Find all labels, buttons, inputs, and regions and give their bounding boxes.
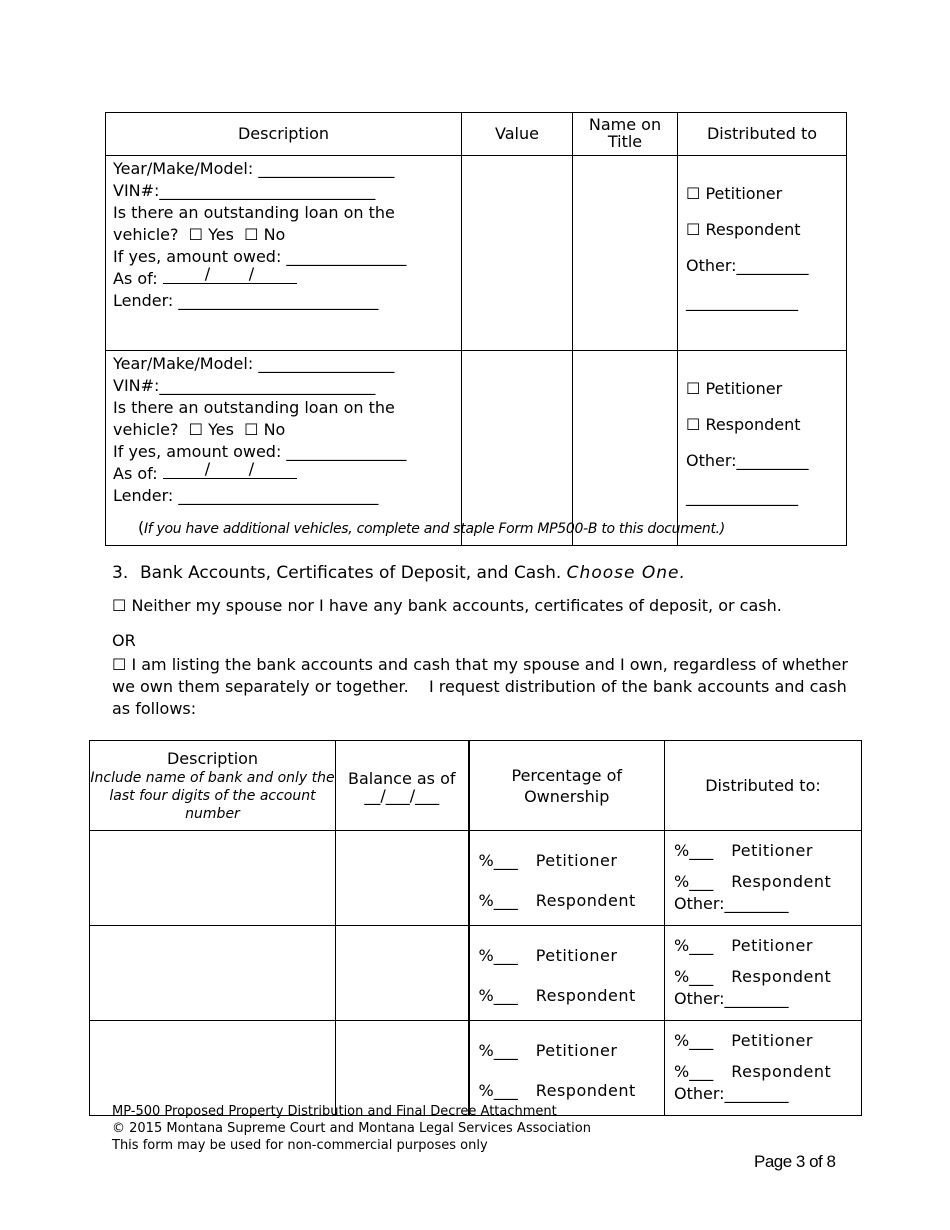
dist-other-field[interactable]: Other:________ xyxy=(674,989,789,1008)
loan-question: Is there an outstanding loan on the xyxy=(113,203,395,222)
bank-header-description: Description Include name of bank and only the last four digits of the account number xyxy=(90,741,336,831)
header-name-on-title: Name on Title xyxy=(573,113,678,156)
yes-checkbox-icon[interactable]: ☐ xyxy=(183,420,204,439)
vehicle-row xyxy=(106,156,847,351)
bank-percentage-cell xyxy=(469,831,665,926)
bank-distributed-cell xyxy=(665,926,862,1021)
other-line[interactable]: ______________ xyxy=(686,487,798,506)
bank-description-cell[interactable] xyxy=(90,831,336,926)
year-make-model-field[interactable]: Year/Make/Model: _________________ xyxy=(113,159,395,178)
option1-label: Neither my spouse nor I have any bank accounts, certificates of deposit, or cash. xyxy=(131,596,782,615)
respondent-checkbox-icon[interactable]: ☐ xyxy=(686,220,706,239)
or-label: OR xyxy=(112,631,136,650)
option1-checkbox-icon[interactable]: ☐ xyxy=(112,596,132,615)
as-of-date-field[interactable]: / / xyxy=(163,464,297,479)
pct-petitioner-field[interactable]: %___ xyxy=(478,946,518,965)
dist-other-field[interactable]: Other:________ xyxy=(674,1084,789,1103)
vehicle-row xyxy=(106,351,847,546)
bank-row xyxy=(90,926,862,1021)
footer-copyright: © 2015 Montana Supreme Court and Montana Legal Services Association xyxy=(112,1121,591,1136)
vehicle-distributed-cell xyxy=(678,156,847,351)
option-listing-accounts xyxy=(112,654,852,720)
pct-respondent-label: Respondent xyxy=(535,1081,636,1100)
as-of-label: As of: xyxy=(113,464,158,483)
bank-header-percentage: Percentage of Ownership xyxy=(469,741,665,831)
yes-label: Yes xyxy=(208,225,234,244)
loan-question: Is there an outstanding loan on the xyxy=(113,398,395,417)
pct-petitioner-label: Petitioner xyxy=(535,851,618,870)
dist-petitioner-field[interactable]: %___ xyxy=(674,841,714,860)
petitioner-checkbox-icon[interactable]: ☐ xyxy=(686,379,706,398)
petitioner-checkbox-icon[interactable]: ☐ xyxy=(686,184,706,203)
loan-question-cont: vehicle? xyxy=(113,225,179,244)
other-field[interactable]: Other:_________ xyxy=(686,451,809,470)
bank-balance-cell[interactable] xyxy=(336,926,469,1021)
pct-respondent-field[interactable]: %___ xyxy=(478,891,518,910)
bank-header-distributed: Distributed to: xyxy=(665,741,862,831)
year-make-model-field[interactable]: Year/Make/Model: _________________ xyxy=(113,354,395,373)
yes-checkbox-icon[interactable]: ☐ xyxy=(183,225,204,244)
header-distributed-to: Distributed to xyxy=(678,113,847,156)
vehicle-name-on-title-cell[interactable] xyxy=(573,351,678,546)
as-of-date-field[interactable]: / / xyxy=(163,269,297,284)
footer-usage: This form may be used for non-commercial purposes only xyxy=(112,1138,488,1153)
bank-balance-cell[interactable] xyxy=(336,1021,469,1116)
respondent-checkbox-icon[interactable]: ☐ xyxy=(686,415,706,434)
yes-label: Yes xyxy=(208,420,234,439)
dist-petitioner-field[interactable]: %___ xyxy=(674,1031,714,1050)
lender-field[interactable]: Lender: _________________________ xyxy=(113,291,379,310)
petitioner-label: Petitioner xyxy=(705,184,783,203)
petitioner-label: Petitioner xyxy=(705,379,783,398)
bank-accounts-table xyxy=(89,740,862,1116)
option2-label: I am listing the bank accounts and cash that my spouse and I own, regardless of whether we own them separately or together. I request distribution of the bank accounts and cash as follows: xyxy=(112,655,853,718)
vehicle-distributed-cell xyxy=(678,351,847,546)
bank-percentage-cell xyxy=(469,926,665,1021)
vin-field[interactable]: VIN#:___________________________ xyxy=(113,376,376,395)
page-number: Page 3 of 8 xyxy=(754,1152,836,1171)
dist-respondent-label: Respondent xyxy=(731,1062,832,1081)
vehicle-value-cell[interactable] xyxy=(462,351,573,546)
pct-respondent-field[interactable]: %___ xyxy=(478,1081,518,1100)
no-label: No xyxy=(263,225,286,244)
dist-respondent-field[interactable]: %___ xyxy=(674,1062,714,1081)
vehicles-note: (If you have additional vehicles, complete and staple Form MP500-B to this document.) xyxy=(138,518,725,537)
vehicles-table xyxy=(105,112,847,546)
dist-petitioner-label: Petitioner xyxy=(731,1031,813,1050)
bank-percentage-cell xyxy=(469,1021,665,1116)
footer xyxy=(112,1103,591,1154)
bank-distributed-cell xyxy=(665,1021,862,1116)
balance-date-field[interactable]: __/___/___ xyxy=(364,786,440,805)
vehicles-header-row xyxy=(106,113,847,156)
header-value: Value xyxy=(462,113,573,156)
pct-petitioner-field[interactable]: %___ xyxy=(478,851,518,870)
section-3-title xyxy=(112,563,686,583)
bank-row xyxy=(90,1021,862,1116)
loan-question-cont: vehicle? xyxy=(113,420,179,439)
vehicle-value-cell[interactable] xyxy=(462,156,573,351)
bank-header-description-sub: Include name of bank and only the last four digits of the account number xyxy=(90,770,335,822)
dist-respondent-label: Respondent xyxy=(731,967,832,986)
dist-respondent-label: Respondent xyxy=(731,872,832,891)
amount-owed-field[interactable]: If yes, amount owed: _______________ xyxy=(113,247,407,266)
dist-petitioner-field[interactable]: %___ xyxy=(674,936,714,955)
dist-respondent-field[interactable]: %___ xyxy=(674,967,714,986)
respondent-label: Respondent xyxy=(705,415,801,434)
pct-respondent-field[interactable]: %___ xyxy=(478,986,518,1005)
choose-one-label: Choose One. xyxy=(566,563,686,583)
lender-field[interactable]: Lender: _________________________ xyxy=(113,486,379,505)
no-checkbox-icon[interactable]: ☐ xyxy=(239,420,259,439)
option-no-accounts xyxy=(112,596,782,615)
other-field[interactable]: Other:_________ xyxy=(686,256,809,275)
vehicle-name-on-title-cell[interactable] xyxy=(573,156,678,351)
bank-header-balance: Balance as of __/___/___ xyxy=(336,741,469,831)
vehicle-description-cell[interactable] xyxy=(106,351,462,546)
dist-petitioner-label: Petitioner xyxy=(731,841,813,860)
dist-other-field[interactable]: Other:________ xyxy=(674,894,789,913)
bank-description-cell[interactable] xyxy=(90,926,336,1021)
bank-header-row xyxy=(90,741,862,831)
bank-description-cell[interactable] xyxy=(90,1021,336,1116)
section-number: 3. xyxy=(112,563,129,583)
bank-row xyxy=(90,831,862,926)
dist-respondent-field[interactable]: %___ xyxy=(674,872,714,891)
header-description: Description xyxy=(106,113,462,156)
bank-balance-cell[interactable] xyxy=(336,831,469,926)
bank-distributed-cell xyxy=(665,831,862,926)
amount-owed-field[interactable]: If yes, amount owed: _______________ xyxy=(113,442,407,461)
other-line[interactable]: ______________ xyxy=(686,292,798,311)
pct-respondent-label: Respondent xyxy=(535,891,636,910)
option2-checkbox-icon[interactable]: ☐ xyxy=(112,655,132,674)
pct-petitioner-field[interactable]: %___ xyxy=(478,1041,518,1060)
pct-respondent-label: Respondent xyxy=(535,986,636,1005)
no-checkbox-icon[interactable]: ☐ xyxy=(239,225,259,244)
no-label: No xyxy=(263,420,286,439)
pct-petitioner-label: Petitioner xyxy=(535,1041,618,1060)
vin-field[interactable]: VIN#:___________________________ xyxy=(113,181,376,200)
respondent-label: Respondent xyxy=(705,220,801,239)
section-title-text: Bank Accounts, Certificates of Deposit, and Cash. xyxy=(140,563,562,583)
as-of-label: As of: xyxy=(113,269,158,288)
footer-form-title: MP-500 Proposed Property Distribution and Final Decree Attachment xyxy=(112,1104,557,1119)
dist-petitioner-label: Petitioner xyxy=(731,936,813,955)
pct-petitioner-label: Petitioner xyxy=(535,946,618,965)
vehicle-description-cell[interactable] xyxy=(106,156,462,351)
